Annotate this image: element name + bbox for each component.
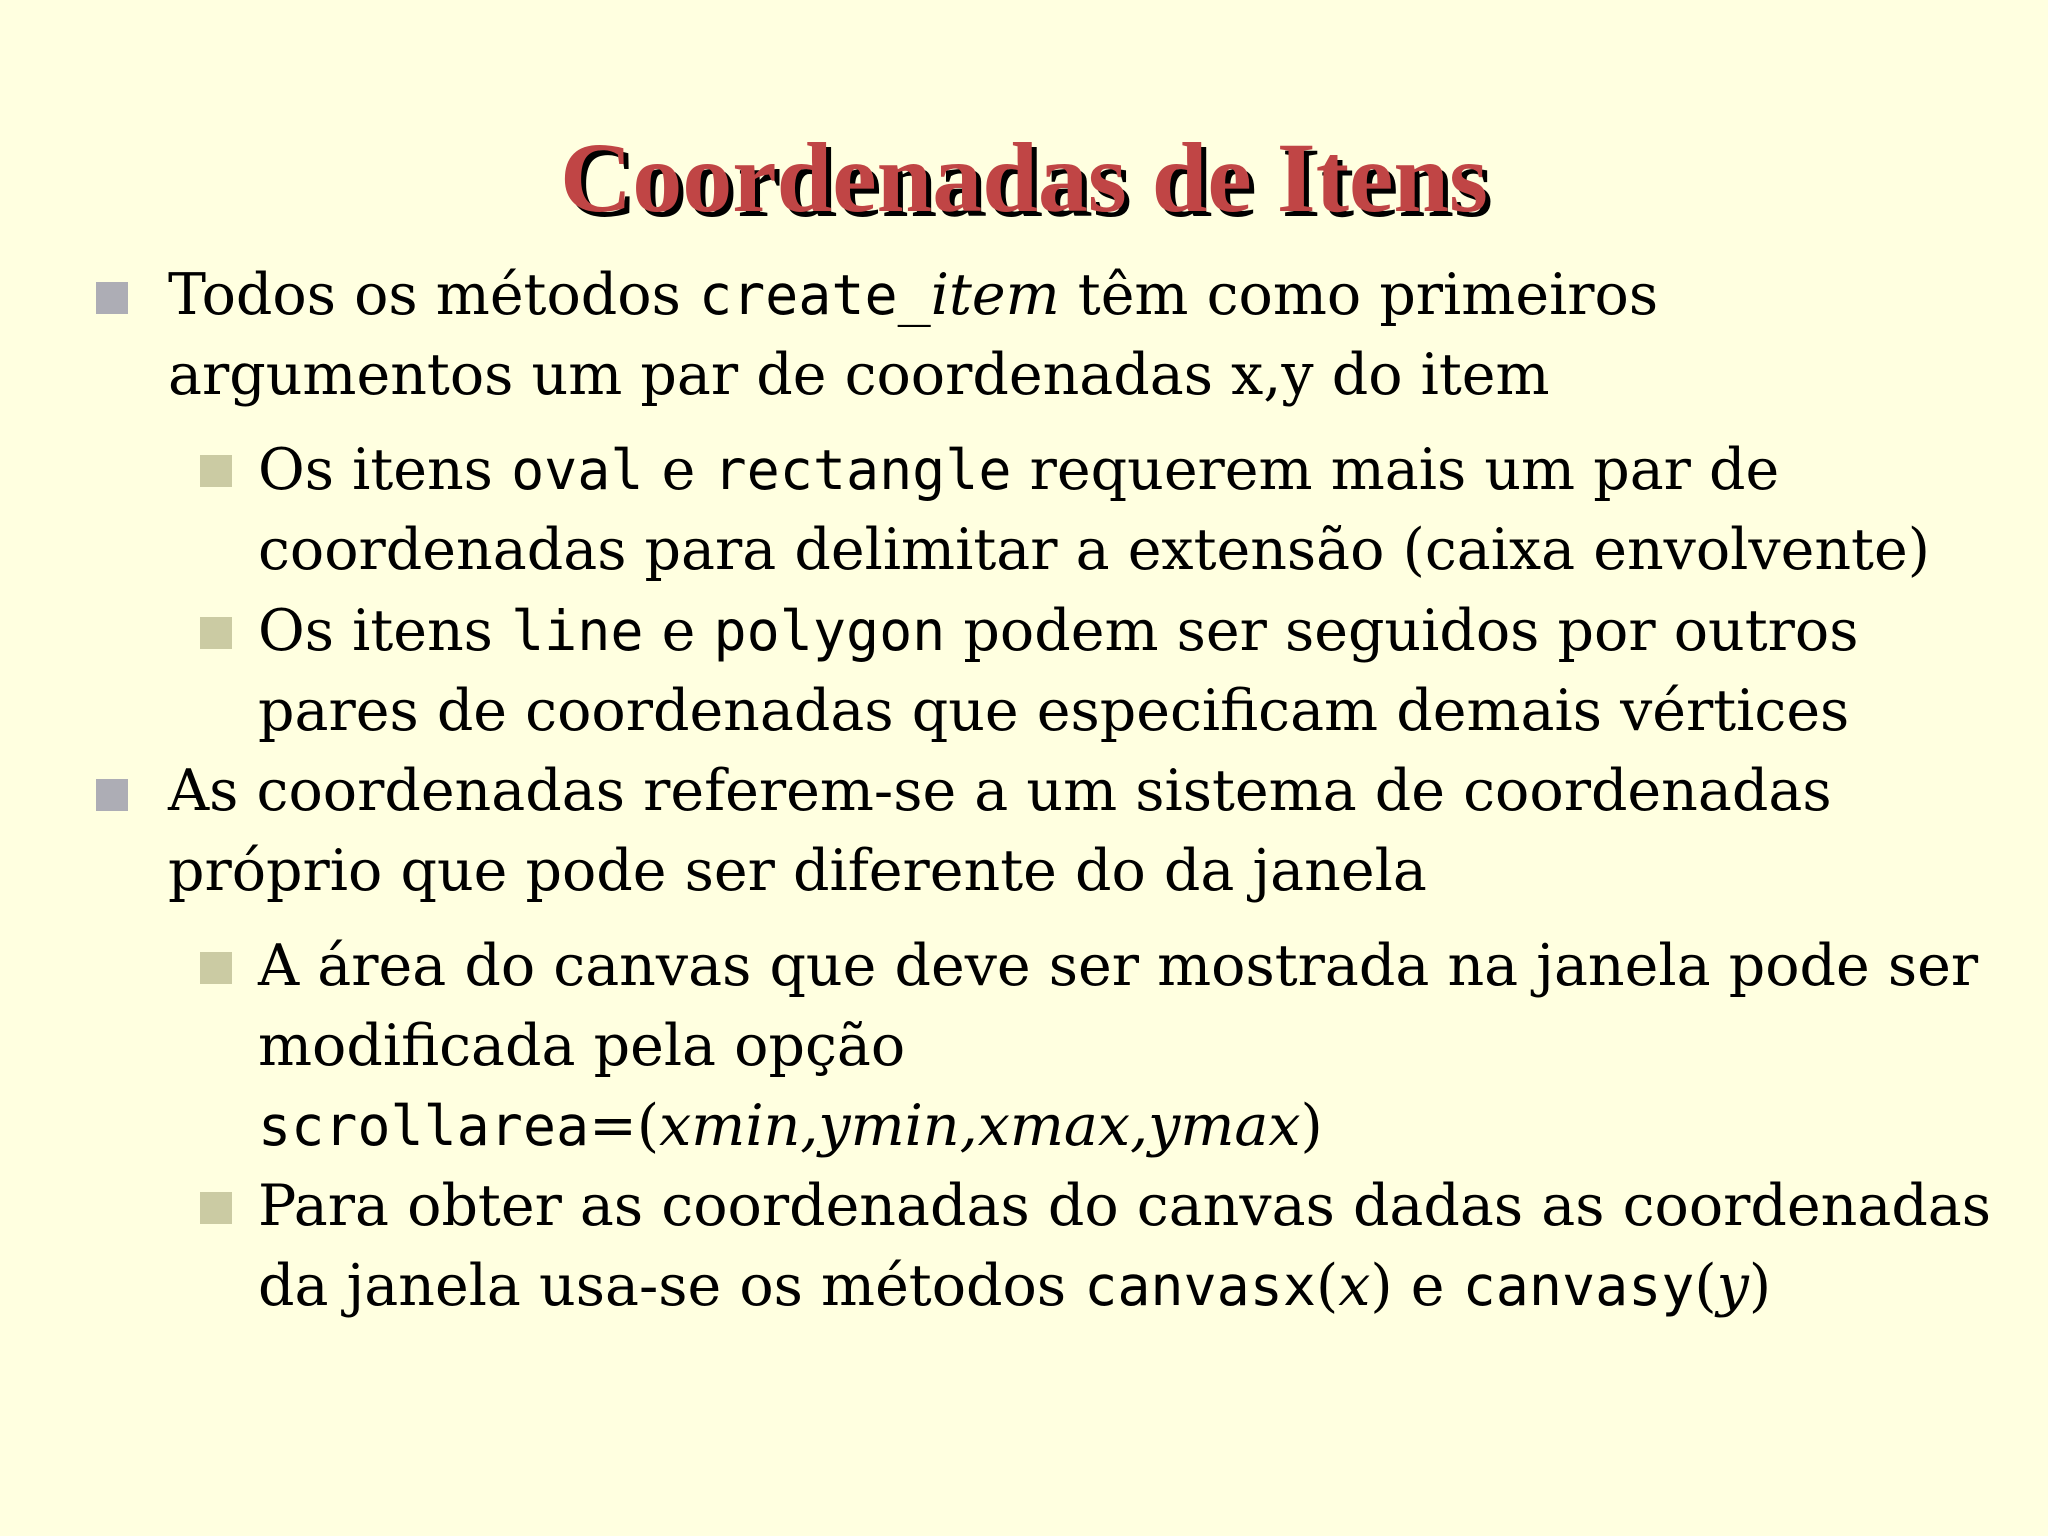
text: ) e — [1370, 1253, 1463, 1319]
bullet-square-icon — [96, 779, 128, 811]
code-text: rectangle — [713, 438, 1012, 502]
sub-bullet-1-2-line-2: pares de coordenadas que especificam demais vértices — [258, 678, 1850, 744]
code-text: oval — [511, 438, 644, 502]
italic-text: xmin,ymin,xmax,ymax — [659, 1093, 1301, 1159]
bullet-2-line-1: As coordenadas referem-se a um sistema de coordenadas — [168, 758, 1832, 824]
code-text: create_ — [698, 263, 931, 327]
text: ( — [1316, 1253, 1339, 1319]
text: requerem mais um par de — [1011, 437, 1780, 503]
sub-bullet-square-icon — [200, 1192, 232, 1224]
text: Os itens — [258, 437, 512, 503]
text: da janela usa-se os métodos — [258, 1253, 1085, 1319]
code-text: scrollarea — [258, 1094, 590, 1158]
sub-bullet-1-2-line-1 — [258, 592, 1858, 671]
sub-bullet-2-2-line-2 — [258, 1247, 1771, 1326]
sub-bullet-2-2-line-1: Para obter as coordenadas do canvas dadas as coordenadas — [258, 1173, 1992, 1239]
sub-bullet-square-icon — [200, 952, 232, 984]
sub-bullet-2-1-line-3 — [258, 1087, 1323, 1166]
code-text: polygon — [713, 599, 946, 663]
text: ) — [1748, 1253, 1772, 1319]
bullet-1-line-1 — [168, 256, 1658, 335]
sub-bullet-1-1-line-1 — [258, 431, 1779, 510]
text: Os itens — [258, 598, 512, 664]
bullet-square-icon — [96, 282, 128, 314]
sub-bullet-1-1-line-2: coordenadas para delimitar a extensão (caixa envolvente) — [258, 517, 1930, 583]
text: Todos os métodos — [168, 262, 699, 328]
bullet-2-line-2: próprio que pode ser diferente do da janela — [168, 838, 1427, 904]
sub-bullet-square-icon — [200, 455, 232, 487]
text: e — [643, 437, 714, 503]
code-text: line — [511, 599, 644, 663]
text: =( — [589, 1093, 660, 1159]
slide-title: Coordenadas de Itens — [560, 122, 1488, 233]
text: têm como primeiros — [1059, 262, 1659, 328]
code-text: canvasy — [1462, 1254, 1695, 1318]
code-text: canvasx — [1084, 1254, 1316, 1318]
sub-bullet-2-1-line-2: modificada pela opção — [258, 1013, 906, 1079]
text: e — [643, 598, 714, 664]
bullet-1-line-2: argumentos um par de coordenadas x,y do item — [168, 342, 1550, 408]
text: ( — [1694, 1253, 1717, 1319]
italic-text: item — [930, 262, 1060, 328]
text: ) — [1300, 1093, 1323, 1159]
sub-bullet-2-1-line-1: A área do canvas que deve ser mostrada na janela pode ser — [258, 933, 1979, 999]
italic-text: x — [1338, 1253, 1371, 1319]
text: podem ser seguidos por outros — [945, 598, 1859, 664]
sub-bullet-square-icon — [200, 617, 232, 649]
italic-text: y — [1716, 1253, 1749, 1319]
